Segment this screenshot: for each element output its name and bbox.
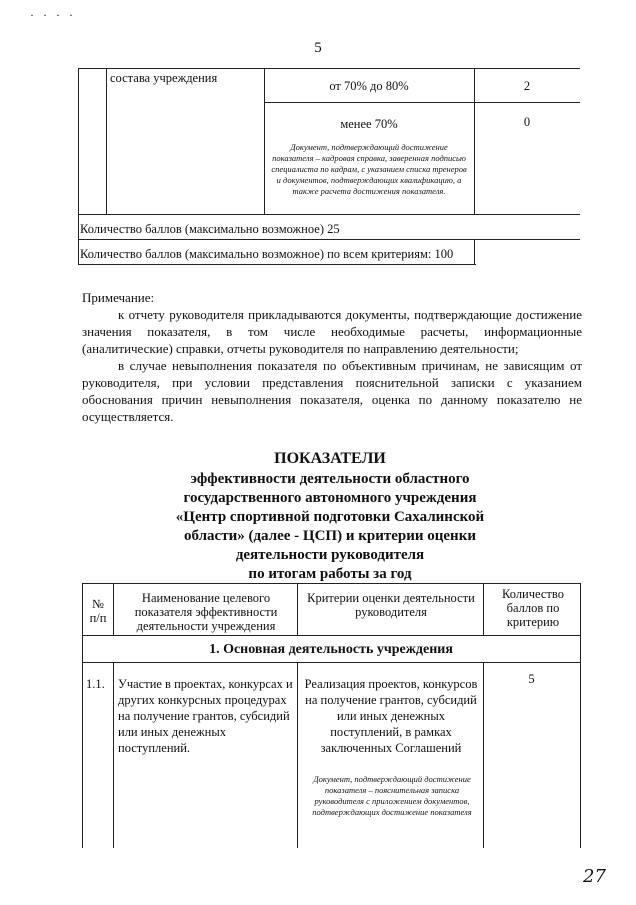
note-paragraph-1: к отчету руководителя прикладываются документы, подтверждающие достижение значения показателя, в том числе необходимые расчеты, информационные (аналитические) справки, отчеты руководителя по направлению деятельности;: [82, 307, 582, 356]
points-70-80: 2: [523, 79, 531, 93]
row-label: состава учреждения: [110, 71, 218, 85]
header-points: Количество баллов по критерию: [502, 587, 564, 629]
page-number: 5: [314, 40, 322, 56]
section-heading: 1. Основная деятельность учреждения: [209, 642, 453, 657]
row-points: 5: [528, 672, 535, 686]
points-less-70: 0: [523, 115, 531, 129]
handwritten-signature: 27: [583, 866, 606, 887]
doc-note-staff: Документ, подтверждающий достижение показателя – кадровая справка, заверенная подписью специалиста по кадрам, с указанием списка тренеров и документов, подтверждающих квалификацию, а также расчета достижения показателя.: [271, 142, 467, 196]
note-heading: Примечание:: [82, 290, 155, 305]
header-num: № п/п: [89, 597, 107, 625]
row-doc-note: Документ, подтверждающий достижение показателя – пояснительная записка руководителя с приложением документов, подтверждающих достижение показателя: [312, 774, 472, 817]
total-25: Количество баллов (максимально возможное) 25: [80, 222, 340, 236]
scan-marks: · · · ·: [30, 8, 76, 22]
header-criteria: Критерии оценки деятельности руководителя: [307, 591, 475, 619]
criterion-70-80: от 70% до 80%: [329, 79, 409, 93]
note-paragraph-2: в случае невыполнения показателя по объективным причинам, не зависящим от руководителя, при условии представления пояснительной записки с указанием обоснования причин невыполнения показателя, оценка по данному показателю не осуществляется.: [82, 358, 582, 424]
criterion-less-70: менее 70%: [340, 117, 398, 131]
row-criterion: Реализация проектов, конкурсов на получение грантов, субсидий или иных денежных поступлений, в рамках заключенных Соглашений: [304, 677, 478, 755]
row-num: 1.1.: [86, 677, 105, 691]
header-indicator-name: Наименование целевого показателя эффективности деятельности учреждения: [134, 591, 278, 633]
total-100: Количество баллов (максимально возможное) по всем критериям: 100: [80, 247, 454, 261]
row-indicator-name: Участие в проектах, конкурсах и других конкурсных процедурах на получение грантов, субсидий или иных денежных поступлений.: [118, 677, 293, 755]
